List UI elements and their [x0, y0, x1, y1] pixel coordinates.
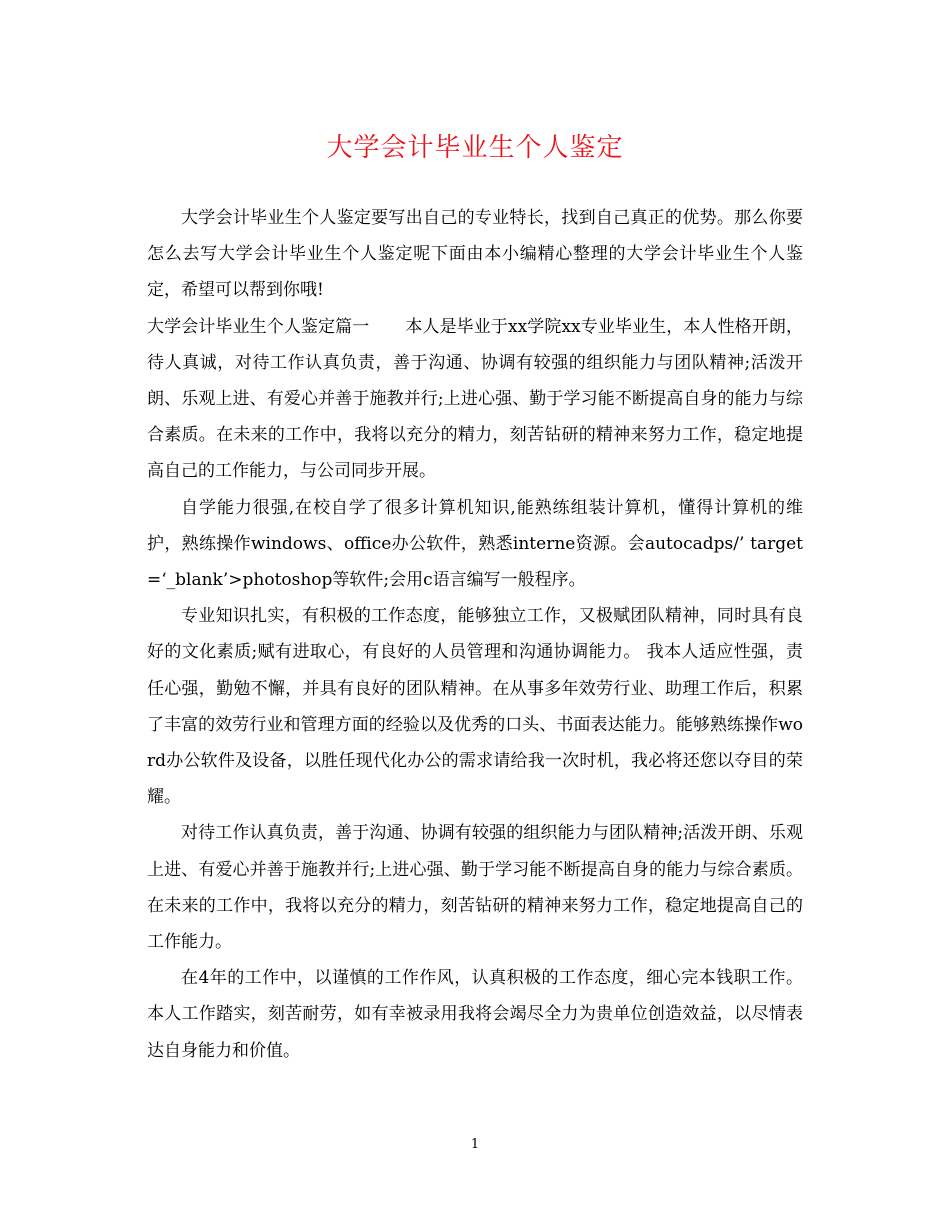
document-title: 大学会计毕业生个人鉴定 — [326, 133, 624, 163]
document-body — [147, 200, 803, 1069]
page-number: 1 — [470, 1137, 480, 1152]
body-paragraph: 专业知识扎实，有积极的工作态度，能够独立工作，又极赋团队精神，同时具有良好的文化素质;赋有进取心，有良好的人员管理和沟通协调能力。 我本人适应性强，责任心强，勤勉不懈，并具有良好的团队精神。在从事多年效劳行业、助理工作后，积累了丰富的效劳行业和管理方面的经验以及优秀的口头、书面表达能力。能够熟练操作word办公软件及设备，以胜任现代化办公的需求请给我一次时机，我必将还您以夺目的荣耀。 — [147, 606, 803, 808]
body-paragraph: 对待工作认真负责，善于沟通、协调有较强的组织能力与团队精神;活泼开朗、乐观上进、有爱心并善于施教并行;上进心强、勤于学习能不断提高自身的能力与综合素质。在未来的工作中，我将以充分的精力，刻苦钻研的精神来努力工作，稳定地提高自己的工作能力。 — [147, 823, 803, 953]
intro-paragraph: 大学会计毕业生个人鉴定要写出自己的专业特长，找到自己真正的优势。那么你要怎么去写大学会计毕业生个人鉴定呢下面由本小编精心整理的大学会计毕业生个人鉴定，希望可以帮到你哦! — [147, 208, 803, 301]
section-text: 本人是毕业于xx学院xx专业毕业生，本人性格开朗，待人真诚，对待工作认真负责，善于沟通、协调有较强的组织能力与团队精神;活泼开朗、乐观上进、有爱心并善于施教并行;上进心强、勤于学习能不断提高自身的能力与综合素质。在未来的工作中，我将以充分的精力，刻苦钻研的精神来努力工作，稳定地提高自己的工作能力，与公司同步开展。 — [147, 316, 803, 482]
body-paragraph: 在4年的工作中，以谨慎的工作作风，认真积极的工作态度，细心完本钱职工作。本人工作踏实，刻苦耐劳，如有幸被录用我将会竭尽全力为贵单位创造效益，以尽情表达自身能力和价值。 — [147, 968, 803, 1061]
section-heading: 大学会计毕业生个人鉴定篇一 — [147, 316, 370, 337]
body-paragraph: 自学能力很强,在校自学了很多计算机知识,能熟练组装计算机，懂得计算机的维护，熟练操作windows、office办公软件，熟悉interne资源。会autocadps/’ target=‘_blank’>photoshop等软件;会用c语言编写一般程序。 — [147, 497, 803, 591]
section-one-paragraph — [147, 309, 803, 490]
